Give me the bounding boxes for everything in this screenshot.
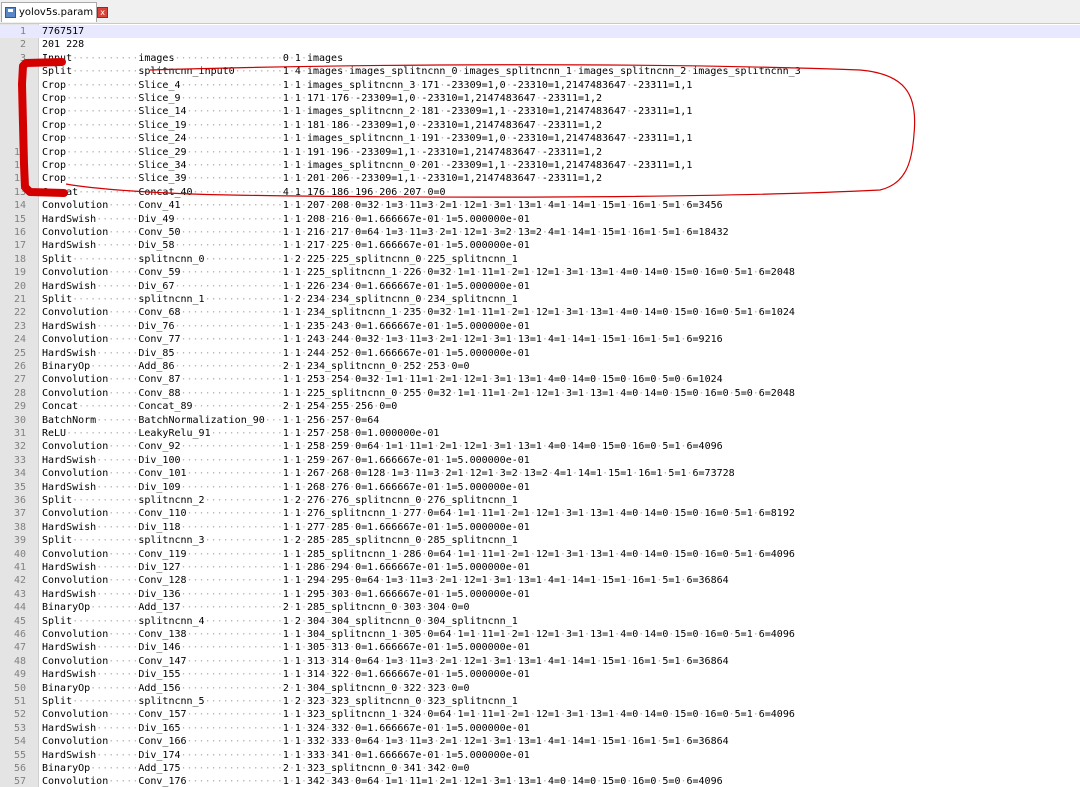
line-number: 39 bbox=[13, 535, 26, 547]
editor-line[interactable] bbox=[0, 615, 1080, 628]
line-text: ReLU············LeakyRelu_91············1·1·257·258·0=1.000000e-01 bbox=[42, 428, 440, 439]
tab-filename: yolov5s.param bbox=[19, 7, 94, 18]
editor-line[interactable] bbox=[0, 574, 1080, 587]
editor-line[interactable] bbox=[0, 320, 1080, 333]
editor-line[interactable] bbox=[0, 494, 1080, 507]
editor-line[interactable] bbox=[0, 695, 1080, 708]
line-number: 40 bbox=[13, 548, 26, 560]
text-editor[interactable] bbox=[0, 24, 1080, 787]
editor-line[interactable] bbox=[0, 293, 1080, 306]
line-text: HardSwish·······Div_76··················1·1·235·243·0=1.666667e-01·1=5.000000e-01 bbox=[42, 320, 530, 332]
line-number: 1 bbox=[0, 25, 26, 38]
editor-line[interactable] bbox=[0, 65, 1080, 78]
editor-line[interactable] bbox=[0, 119, 1080, 132]
line-text: 201 228 bbox=[42, 39, 85, 51]
line-text: Convolution·····Conv_87·················1·1·253·254·0=32·1=1·11=1·2=1·12=1·3=1·13=1·4=0·14=0·15=0·16=0·5=0·6=1024 bbox=[42, 374, 723, 386]
line-number: 48 bbox=[13, 655, 26, 667]
line-text: Convolution·····Conv_101················1·1·267·268·0=128·1=3·11=3·2=1·12=1·3=2·13=2·4=1·14=1·15=1·16=1·5=1·6=73728 bbox=[42, 468, 735, 480]
editor-line[interactable] bbox=[0, 601, 1080, 614]
line-text: Convolution·····Conv_166················1·1·332·333·0=64·1=3·11=3·2=1·12=1·3=1·13=1·4=1·14=1·15=1·16=1·5=1·6=36864 bbox=[42, 736, 729, 748]
line-text: Crop············Slice_4·················1·1·images_splitncnn_3·171·-23309=1,0·-23310=1,2147483647·-23311=1,1 bbox=[42, 79, 693, 91]
save-icon bbox=[5, 7, 16, 18]
line-number: 52 bbox=[13, 709, 26, 721]
line-text: Convolution·····Conv_77·················1·1·243·244·0=32·1=3·11=3·2=1·12=1·3=1·13=1·4=1·14=1·15=1·16=1·5=1·6=9216 bbox=[42, 334, 723, 346]
line-text: HardSwish·······Div_136·················1·1·295·303·0=1.666667e-01·1=5.000000e-01 bbox=[42, 588, 530, 600]
line-number: 12 bbox=[13, 173, 26, 185]
line-number: 29 bbox=[13, 401, 26, 413]
line-number: 3 bbox=[19, 52, 26, 64]
line-text: Crop············Slice_19················1·1·181·186·-23309=1,0·-23310=1,2147483647·-23311=1,2 bbox=[42, 119, 603, 131]
line-text: Convolution·····Conv_147················1·1·313·314·0=64·1=3·11=3·2=1·12=1·3=1·13=1·4=1·14=1·15=1·16=1·5=1·6=36864 bbox=[42, 655, 729, 667]
editor-line[interactable] bbox=[0, 280, 1080, 293]
line-number: 43 bbox=[13, 588, 26, 600]
line-number: 44 bbox=[13, 602, 26, 614]
line-number: 17 bbox=[13, 240, 26, 252]
editor-line[interactable] bbox=[0, 333, 1080, 346]
editor-line[interactable] bbox=[0, 749, 1080, 762]
line-number: 34 bbox=[13, 468, 26, 480]
editor-line[interactable] bbox=[0, 347, 1080, 360]
editor-line[interactable] bbox=[0, 507, 1080, 520]
line-text: BatchNorm·······BatchNormalization_90···1·1·256·257·0=64 bbox=[42, 414, 380, 426]
line-text: Convolution·····Conv_59·················1·1·225_splitncnn_1·226·0=32·1=1·11=1·2=1·12=1·3=1·13=1·4=0·14=0·15=0·16=0·5=1·6=2048 bbox=[42, 267, 795, 279]
line-number: 37 bbox=[13, 508, 26, 520]
line-number: 50 bbox=[13, 682, 26, 694]
editor-line[interactable] bbox=[0, 481, 1080, 494]
line-number: 57 bbox=[13, 776, 26, 787]
line-text: Convolution·····Conv_88·················1·1·225_splitncnn_0·255·0=32·1=1·11=1·2=1·12=1·3=1·13=1·4=0·14=0·15=0·16=0·5=0·6=2048 bbox=[42, 387, 795, 399]
editor-line[interactable] bbox=[0, 414, 1080, 427]
line-number: 8 bbox=[19, 119, 26, 131]
line-text: HardSwish·······Div_109·················1·1·268·276·0=1.666667e-01·1=5.000000e-01 bbox=[42, 481, 530, 493]
line-number: 35 bbox=[13, 481, 26, 493]
line-number: 13 bbox=[13, 186, 26, 198]
editor-line[interactable] bbox=[0, 722, 1080, 735]
editor-line[interactable] bbox=[0, 186, 1080, 199]
line-text: HardSwish·······Div_85··················1·1·244·252·0=1.666667e-01·1=5.000000e-01 bbox=[42, 347, 530, 359]
editor-line[interactable] bbox=[0, 775, 1080, 787]
line-number: 27 bbox=[13, 374, 26, 386]
line-text: Crop············Slice_14················1·1·images_splitncnn_2·181·-23309=1,1·-23310=1,2147483647·-23311=1,1 bbox=[42, 106, 693, 118]
editor-line[interactable] bbox=[0, 52, 1080, 65]
editor-line[interactable] bbox=[0, 427, 1080, 440]
line-number: 55 bbox=[13, 749, 26, 761]
line-text: HardSwish·······Div_67··················1·1·226·234·0=1.666667e-01·1=5.000000e-01 bbox=[42, 280, 530, 292]
line-text: Convolution·····Conv_176················1·1·342·343·0=64·1=1·11=1·2=1·12=1·3=1·13=1·4=0·14=0·15=0·16=0·5=0·6=4096 bbox=[42, 776, 723, 787]
line-number: 18 bbox=[13, 253, 26, 265]
line-number: 5 bbox=[19, 79, 26, 91]
line-number: 30 bbox=[13, 414, 26, 426]
line-text: HardSwish·······Div_174·················1·1·333·341·0=1.666667e-01·1=5.000000e-01 bbox=[42, 749, 530, 761]
line-text: Split···········splitncnn_4·············1·2·304·304_splitncnn_0·304_splitncnn_1 bbox=[42, 615, 518, 627]
editor-line[interactable] bbox=[0, 682, 1080, 695]
line-number: 6 bbox=[19, 93, 26, 104]
editor-line[interactable] bbox=[0, 628, 1080, 641]
line-text: Convolution·····Conv_119················1·1·285_splitncnn_1·286·0=64·1=1·11=1·2=1·12=1·3=1·13=1·4=0·14=0·15=0·16=0·5=1·6=4096 bbox=[42, 548, 795, 560]
editor-line[interactable] bbox=[0, 561, 1080, 574]
line-text: Convolution·····Conv_157················1·1·323_splitncnn_1·324·0=64·1=1·11=1·2=1·12=1·3=1·13=1·4=0·14=0·15=0·16=0·5=1·6=4096 bbox=[42, 709, 795, 721]
line-text: Convolution·····Conv_110················1·1·276_splitncnn_1·277·0=64·1=1·11=1·2=1·12=1·3=1·13=1·4=0·14=0·15=0·16=0·5=1·6=8192 bbox=[42, 508, 795, 520]
editor-line[interactable] bbox=[0, 467, 1080, 480]
line-number: 16 bbox=[13, 227, 26, 238]
line-text: BinaryOp········Add_175·················2·1·323_splitncnn_0·341·342·0=0 bbox=[42, 763, 470, 774]
tab-bar bbox=[0, 0, 1080, 24]
line-text: Crop············Slice_9·················1·1·171·176·-23309=1,0·-23310=1,2147483647·-23311=1,2 bbox=[42, 93, 603, 104]
editor-line[interactable] bbox=[0, 159, 1080, 172]
editor-line[interactable] bbox=[0, 534, 1080, 547]
line-text: HardSwish·······Div_100·················1·1·259·267·0=1.666667e-01·1=5.000000e-01 bbox=[42, 454, 530, 466]
editor-line[interactable] bbox=[0, 708, 1080, 721]
line-text: Concat··········Concat_89···············2·1·254·255·256·0=0 bbox=[42, 401, 398, 413]
editor-line[interactable] bbox=[0, 373, 1080, 386]
line-text: HardSwish·······Div_165·················1·1·324·332·0=1.666667e-01·1=5.000000e-01 bbox=[42, 722, 530, 734]
line-text: Split···········splitncnn_1·············1·2·234·234_splitncnn_0·234_splitncnn_1 bbox=[42, 294, 518, 305]
line-text: Crop············Slice_39················1·1·201·206·-23309=1,1·-23310=1,2147483647·-23311=1,2 bbox=[42, 173, 603, 185]
line-number: 24 bbox=[13, 334, 26, 346]
editor-line[interactable] bbox=[0, 454, 1080, 467]
editor-line[interactable] bbox=[0, 105, 1080, 118]
line-text: Input···········images··················0·1·images bbox=[42, 52, 344, 64]
editor-line[interactable] bbox=[0, 400, 1080, 413]
editor-line[interactable] bbox=[0, 588, 1080, 601]
line-text: HardSwish·······Div_118·················1·1·277·285·0=1.666667e-01·1=5.000000e-01 bbox=[42, 521, 530, 533]
editor-line[interactable] bbox=[0, 253, 1080, 266]
line-number: 22 bbox=[13, 307, 26, 319]
line-number: 10 bbox=[13, 146, 26, 158]
line-text: HardSwish·······Div_58··················1·1·217·225·0=1.666667e-01·1=5.000000e-01 bbox=[42, 240, 530, 252]
line-number: 15 bbox=[13, 213, 26, 225]
line-number: 45 bbox=[13, 615, 26, 627]
editor-line[interactable] bbox=[0, 172, 1080, 185]
line-number: 32 bbox=[13, 441, 26, 453]
line-number: 38 bbox=[13, 521, 26, 533]
line-text: BinaryOp········Add_86··················2·1·234_splitncnn_0·252·253·0=0 bbox=[42, 361, 470, 372]
editor-line[interactable] bbox=[0, 762, 1080, 775]
line-number: 14 bbox=[13, 200, 26, 212]
line-number: 21 bbox=[13, 294, 26, 305]
editor-line[interactable] bbox=[0, 360, 1080, 373]
line-text: Split···········splitncnn_0·············1·2·225·225_splitncnn_0·225_splitncnn_1 bbox=[42, 253, 518, 265]
line-text: BinaryOp········Add_137·················2·1·285_splitncnn_0·303·304·0=0 bbox=[42, 602, 470, 614]
line-number: 49 bbox=[13, 669, 26, 681]
line-number: 54 bbox=[13, 736, 26, 748]
editor-line[interactable] bbox=[0, 213, 1080, 226]
editor-line[interactable] bbox=[0, 655, 1080, 668]
line-number: 41 bbox=[13, 562, 26, 573]
line-number: 31 bbox=[13, 428, 26, 439]
line-text: Convolution·····Conv_68·················1·1·234_splitncnn_1·235·0=32·1=1·11=1·2=1·12=1·3=1·13=1·4=0·14=0·15=0·16=0·5=1·6=1024 bbox=[42, 307, 795, 319]
editor-line[interactable] bbox=[0, 79, 1080, 92]
line-text: HardSwish·······Div_155·················1·1·314·322·0=1.666667e-01·1=5.000000e-01 bbox=[42, 669, 530, 681]
line-number: 25 bbox=[13, 347, 26, 359]
file-tab[interactable] bbox=[1, 2, 105, 22]
line-number: 51 bbox=[13, 696, 26, 707]
editor-line[interactable] bbox=[0, 387, 1080, 400]
line-text: HardSwish·······Div_127·················1·1·286·294·0=1.666667e-01·1=5.000000e-01 bbox=[42, 562, 530, 573]
editor-line[interactable] bbox=[0, 266, 1080, 279]
line-text: Split···········splitncnn_input0········1·4·images·images_splitncnn_0·images_splitncnn_1·images_splitncnn_2·images_splitncnn_3 bbox=[42, 66, 801, 78]
editor-line[interactable] bbox=[0, 132, 1080, 145]
line-text: Convolution·····Conv_92·················1·1·258·259·0=64·1=1·11=1·2=1·12=1·3=1·13=1·4=0·14=0·15=0·16=0·5=1·6=4096 bbox=[42, 441, 723, 453]
line-text: HardSwish·······Div_49··················1·1·208·216·0=1.666667e-01·1=5.000000e-01 bbox=[42, 213, 530, 225]
editor-line[interactable] bbox=[0, 668, 1080, 681]
line-number: 20 bbox=[13, 280, 26, 292]
editor-line[interactable] bbox=[0, 306, 1080, 319]
line-number: 33 bbox=[13, 454, 26, 466]
editor-line[interactable] bbox=[0, 521, 1080, 534]
editor-line[interactable] bbox=[0, 226, 1080, 239]
editor-line[interactable] bbox=[0, 641, 1080, 654]
line-number: 2 bbox=[19, 39, 26, 51]
editor-line[interactable] bbox=[0, 92, 1080, 105]
line-text: Crop············Slice_24················1·1·images_splitncnn_1·191·-23309=1,0·-23310=1,2147483647·-23311=1,1 bbox=[42, 133, 693, 145]
editor-line[interactable] bbox=[0, 38, 1080, 51]
line-text: HardSwish·······Div_146·················1·1·305·313·0=1.666667e-01·1=5.000000e-01 bbox=[42, 642, 530, 654]
line-number: 28 bbox=[13, 387, 26, 399]
editor-line[interactable] bbox=[0, 239, 1080, 252]
line-number: 23 bbox=[13, 320, 26, 332]
line-number: 56 bbox=[13, 763, 26, 774]
line-number: 4 bbox=[19, 66, 26, 78]
line-text: Convolution·····Conv_41·················1·1·207·208·0=32·1=3·11=3·2=1·12=1·3=1·13=1·4=1·14=1·15=1·16=1·5=1·6=3456 bbox=[42, 200, 723, 212]
line-text: Crop············Slice_34················1·1·images_splitncnn_0·201·-23309=1,1·-23310=1,2147483647·-23311=1,1 bbox=[42, 160, 693, 171]
line-text: Convolution·····Conv_128················1·1·294·295·0=64·1=3·11=3·2=1·12=1·3=1·13=1·4=1·14=1·15=1·16=1·5=1·6=36864 bbox=[42, 575, 729, 587]
line-text: Convolution·····Conv_50·················1·1·216·217·0=64·1=3·11=3·2=1·12=1·3=2·13=2·4=1·14=1·15=1·16=1·5=1·6=18432 bbox=[42, 227, 729, 238]
line-number: 11 bbox=[13, 160, 26, 171]
line-number: 26 bbox=[13, 361, 26, 372]
editor-line[interactable] bbox=[0, 440, 1080, 453]
line-text: 7767517 bbox=[42, 26, 85, 37]
line-number: 36 bbox=[13, 495, 26, 506]
line-number: 19 bbox=[13, 267, 26, 279]
line-number: 46 bbox=[13, 629, 26, 640]
line-number: 9 bbox=[19, 133, 26, 145]
line-number: 53 bbox=[13, 722, 26, 734]
line-text: Split···········splitncnn_5·············1·2·323·323_splitncnn_0·323_splitncnn_1 bbox=[42, 696, 518, 707]
editor-line[interactable] bbox=[0, 25, 1080, 38]
line-text: Split···········splitncnn_3·············1·2·285·285_splitncnn_0·285_splitncnn_1 bbox=[42, 535, 518, 547]
editor-line[interactable] bbox=[0, 199, 1080, 212]
line-text: Crop············Slice_29················1·1·191·196·-23309=1,1·-23310=1,2147483647·-23311=1,2 bbox=[42, 146, 603, 158]
line-number: 42 bbox=[13, 575, 26, 587]
line-text: BinaryOp········Add_156·················2·1·304_splitncnn_0·322·323·0=0 bbox=[42, 682, 470, 694]
editor-line[interactable] bbox=[0, 146, 1080, 159]
line-number: 7 bbox=[19, 106, 26, 118]
close-icon[interactable]: x bbox=[97, 7, 108, 18]
line-text: Convolution·····Conv_138················1·1·304_splitncnn_1·305·0=64·1=1·11=1·2=1·12=1·3=1·13=1·4=0·14=0·15=0·16=0·5=1·6=4096 bbox=[42, 629, 795, 640]
line-text: Concat··········Concat_40···············4·1·176·186·196·206·207·0=0 bbox=[42, 186, 446, 198]
line-text: Split···········splitncnn_2·············1·2·276·276_splitncnn_0·276_splitncnn_1 bbox=[42, 495, 518, 506]
editor-line[interactable] bbox=[0, 548, 1080, 561]
line-number: 47 bbox=[13, 642, 26, 654]
editor-line[interactable] bbox=[0, 735, 1080, 748]
